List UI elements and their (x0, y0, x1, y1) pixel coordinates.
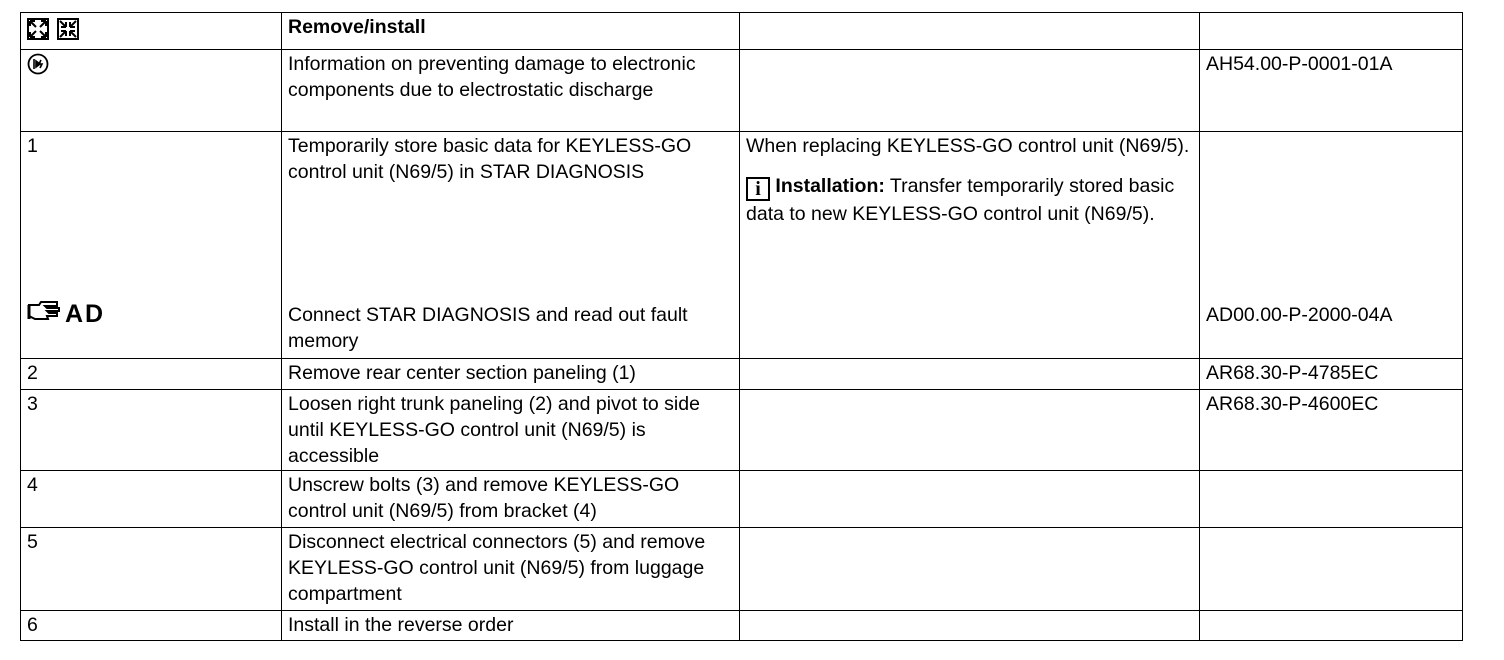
table-row (21, 471, 1463, 528)
table-row (21, 50, 1463, 132)
header-empty-cell (740, 13, 1200, 50)
step-note (740, 471, 1200, 528)
table-row (21, 359, 1463, 390)
step-number: 6 (21, 611, 282, 641)
installation-text: Transfer temporarily stored basic data to new KEYLESS-GO control unit (N69/5). (746, 175, 1175, 225)
step-text: Install in the reverse order (282, 611, 740, 641)
installation-note (746, 173, 1193, 227)
step-number: 2 (21, 359, 282, 390)
step-note: When replacing KEYLESS-GO control unit (N69/5). (746, 135, 1190, 157)
sub-step-text: Connect STAR DIAGNOSIS and read out fault memory (288, 304, 688, 352)
table-row (21, 611, 1463, 641)
step-text: Information on preventing damage to electronic components due to electrostatic discharge (282, 50, 740, 132)
step-reference-link[interactable]: AR68.30-P-4785EC (1200, 359, 1463, 390)
step-number: 5 (21, 528, 282, 611)
step-reference-link[interactable]: AR68.30-P-4600EC (1200, 390, 1463, 471)
repair-steps-table (20, 12, 1463, 641)
step-text-cell (282, 132, 740, 359)
step-text: Loosen right trunk paneling (2) and pivot to side until KEYLESS-GO control unit (N69/5) is accessible (282, 390, 740, 471)
header-title: Remove/install (282, 13, 740, 50)
table-row (21, 528, 1463, 611)
esd-warning-icon (27, 58, 49, 80)
step-text: Disconnect electrical connectors (5) and remove KEYLESS-GO control unit (N69/5) from luggage compartment (282, 528, 740, 611)
pointing-hand-icon (27, 299, 63, 330)
step-reference-link[interactable] (1200, 471, 1463, 528)
table-row (21, 390, 1463, 471)
step-cell (21, 132, 282, 359)
step-reference-cell (1200, 132, 1463, 359)
installation-label: Installation: (775, 175, 885, 197)
table-header-row (21, 13, 1463, 50)
step-reference-link[interactable] (1206, 133, 1456, 302)
step-note (740, 359, 1200, 390)
sub-step-marker: AD (65, 300, 106, 328)
header-empty-cell (1200, 13, 1463, 50)
step-cell (21, 50, 282, 132)
step-note (740, 50, 1200, 132)
step-number: 3 (21, 390, 282, 471)
step-note (740, 390, 1200, 471)
step-text: Remove rear center section paneling (1) (282, 359, 740, 390)
step-text: Temporarily store basic data for KEYLESS-GO control unit (N69/5) in STAR DIAGNOSIS (288, 135, 692, 183)
collapse-arrows-icon[interactable] (57, 18, 79, 47)
step-reference-link[interactable]: AH54.00-P-0001-01A (1200, 50, 1463, 132)
step-number: 1 (27, 135, 38, 157)
info-icon: i (746, 177, 770, 201)
table-row (21, 132, 1463, 359)
header-icons-cell (21, 13, 282, 50)
step-reference-link[interactable] (1200, 611, 1463, 641)
step-note-cell (740, 132, 1200, 359)
step-reference-link[interactable] (1200, 528, 1463, 611)
step-number: 4 (21, 471, 282, 528)
step-text: Unscrew bolts (3) and remove KEYLESS-GO control unit (N69/5) from bracket (4) (282, 471, 740, 528)
step-note (740, 611, 1200, 641)
expand-arrows-icon[interactable] (27, 18, 49, 47)
step-note (740, 528, 1200, 611)
sub-step-reference-link[interactable]: AD00.00-P-2000-04A (1206, 304, 1393, 326)
